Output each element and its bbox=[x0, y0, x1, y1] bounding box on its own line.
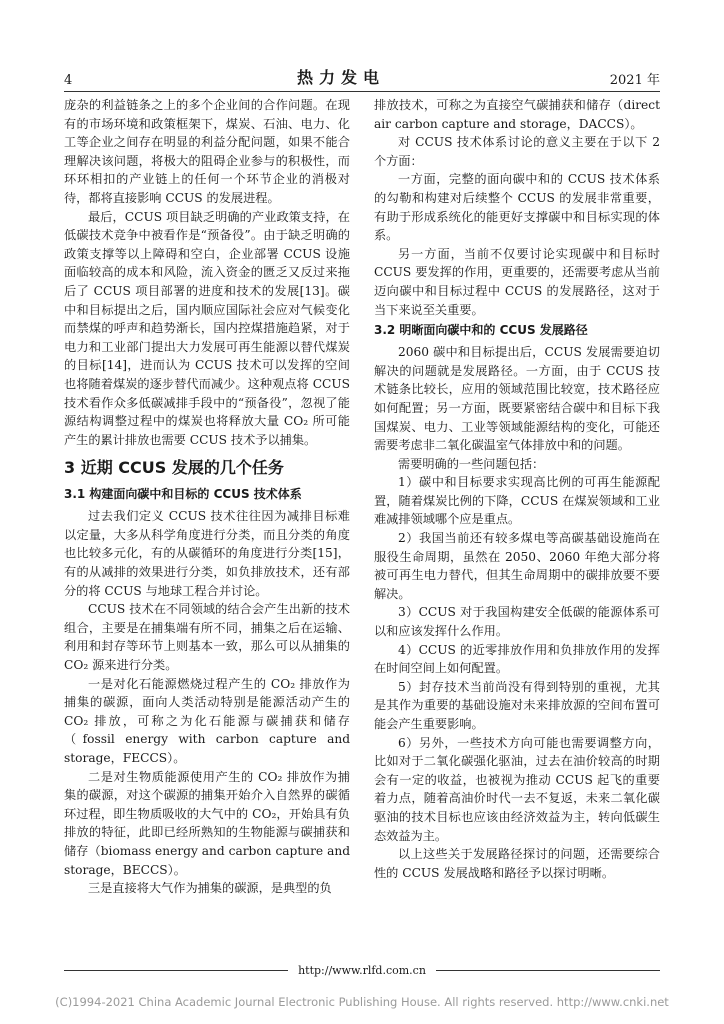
publication-year: 2021 年 bbox=[609, 73, 660, 88]
paragraph: 以上这些关于发展路径探讨的问题，还需要综合性的 CCUS 发展战略和路径予以探讨明晰。 bbox=[374, 847, 660, 880]
paragraph: 最后，CCUS 项目缺乏明确的产业政策支持，在低碳技术竞争中被看作是“预备役”。由于缺乏明确的政策支撑等以上障碍和空白，企业部署 CCUS 设施面临较高的成本和风险，流入资金的匮乏又反过来拖后了 CCUS 项目部署的进度和技术的发展[13]。碳中和目标提出之后，国内顺应国际社会应对气候变化而禁煤的呼声和趋势渐长，国内控煤措施趋紧，对于电力和工业部门提出大力发展可再生能源以替代煤炭的目标[14]，进而认为 CCUS 技术可以发挥的空间也将随着煤炭的逐步替代而减少。这种观点将 CCUS 技术看作众多低碳减排手段中的“预备役”，忽视了能源结构调整过程中的煤炭也将释放大量 CO₂ 所可能产生的累计排放也需要 CCUS 技术予以捕集。 bbox=[64, 209, 350, 447]
paragraph: 一方面，完整的面向碳中和的 CCUS 技术体系的勾勒和构建对后续整个 CCUS 的发展非常重要，有助于形成系统化的能更好支撑碳中和目标实现的体系。 bbox=[374, 172, 660, 243]
footer-url[interactable]: http://www.rlfd.com.cn bbox=[298, 964, 426, 977]
footer-rule-right bbox=[436, 970, 660, 971]
list-item: 2）我国当前还有较多煤电等高碳基础设施尚在服役生命周期，虽然在 2050、2060 年绝大部分将被可再生电力替代，但其生命周期中的碳排放要不要解决。 bbox=[374, 531, 660, 601]
left-column bbox=[64, 96, 350, 898]
paragraph: 过去我们定义 CCUS 技术往往因为减排目标难以定量，大多从科学角度进行分类，而且分类的角度也比较多元化，有的从碳循环的角度进行分类[15]，有的从减排的效果进行分类，如负排放技术，还有部分的将 CCUS 与地球工程合并讨论。 bbox=[64, 509, 350, 598]
page-number: 4 bbox=[64, 73, 73, 88]
paragraph: 二是对生物质能源使用产生的 CO₂ 排放作为捕集的碳源，对这个碳源的捕集开始介入自然界的碳循环过程，即生物质吸收的大气中的 CO₂，开始具有负排放的特征，此即已经所熟知的生物能源与碳捕获和储存（biomass energy and carbon capture and storage，BECCS）。 bbox=[64, 769, 350, 877]
paragraph: 排放技术，可称之为直接空气碳捕获和储存（direct air carbon capture and storage，DACCS）。 bbox=[374, 98, 660, 131]
paragraph: CCUS 技术在不同领域的结合会产生出新的技术组合，主要是在捕集端有所不同，捕集之后在运输、利用和封存等环节上则基本一致，那么可以从捕集的 CO₂ 源来进行分类。 bbox=[64, 602, 350, 673]
subsection-heading: 3.2 明晰面向碳中和的 CCUS 发展路径 bbox=[374, 323, 588, 338]
list-item: 3）CCUS 对于我国构建安全低碳的能源体系可以和应该发挥什么作用。 bbox=[374, 605, 660, 639]
paragraph: 庞杂的利益链条之上的多个企业间的合作问题。在现有的市场环境和政策框架下，煤炭、石油、电力、化工等企业之间存在明显的利益分配问题，如果不能合理解决该问题，将极大的阻碍企业参与的积极性，而环环相扣的产业链上的任何一个环节企业的消极对待，都将直接影响 CCUS 的发展进程。 bbox=[64, 98, 350, 205]
paragraph: 一是对化石能源燃烧过程产生的 CO₂ 排放作为捕集的碳源，面向人类活动特别是能源活动产生的 CO₂ 排放，可称之为化石能源与碳捕获和储存（fossil energy with carbon capture and storage，FECCS）。 bbox=[64, 676, 350, 765]
paragraph: 另一方面，当前不仅要讨论实现碳中和目标时 CCUS 要发挥的作用，更重要的，还需要考虑从当前迈向碳中和目标过程中 CCUS 的发展路径，这对于当下来说至关重要。 bbox=[374, 246, 660, 317]
footer-rule-left bbox=[64, 970, 288, 971]
section-heading: 3 近期 CCUS 发展的几个任务 bbox=[64, 458, 284, 478]
subsection-heading: 3.1 构建面向碳中和目标的 CCUS 技术体系 bbox=[64, 487, 302, 502]
list-item: 5）封存技术当前尚没有得到特别的重视，尤其是其作为重要的基础设施对未来排放源的空间布置可能会产生重要影响。 bbox=[374, 679, 660, 731]
list-item: 6）另外，一些技术方向可能也需要调整方向，比如对于二氧化碳强化驱油，过去在油价较高的时期会有一定的收益，也被视为推动 CCUS 起飞的重要着力点，随着高油价时代一去不复返，未来二氧化碳驱油的技术目标也应该由经济效益为主，转向低碳生态效益为主。 bbox=[374, 735, 660, 843]
paragraph: 对 CCUS 技术体系讨论的意义主要在于以下 2 个方面： bbox=[374, 135, 660, 168]
page-header bbox=[64, 66, 660, 88]
header-rule bbox=[64, 91, 660, 92]
journal-title: 热力发电 bbox=[297, 68, 386, 87]
page-footer bbox=[64, 964, 660, 977]
list-item: 1）碳中和目标要求实现高比例的可再生能源配置，随着煤炭比例的下降，CCUS 在煤炭领域和工业难减排领域哪个应是重点。 bbox=[374, 475, 660, 527]
paragraph: 2060 碳中和目标提出后，CCUS 发展需要迫切解决的问题就是发展路径。一方面，由于 CCUS 技术链条比较长，应用的领域范围比较宽，技术路径应如何配置；另一方面，既要紧密结合碳中和目标下我国煤炭、电力、工业等领域能源结构的变化，可能还需要考虑非二氧化碳温室气体排放中和的问题。 bbox=[374, 345, 660, 453]
paragraph: 需要明确的一些问题包括： bbox=[398, 456, 545, 471]
copyright-notice: (C)1994-2021 China Academic Journal Electronic Publishing House. All rights reserved. http://www.cnki.net bbox=[55, 995, 669, 1009]
list-item: 4）CCUS 的近零排放作用和负排放作用的发挥在时间空间上如何配置。 bbox=[374, 642, 660, 676]
paragraph: 三是直接将大气作为捕集的碳源，是典型的负 bbox=[88, 881, 332, 896]
right-column bbox=[374, 96, 660, 882]
